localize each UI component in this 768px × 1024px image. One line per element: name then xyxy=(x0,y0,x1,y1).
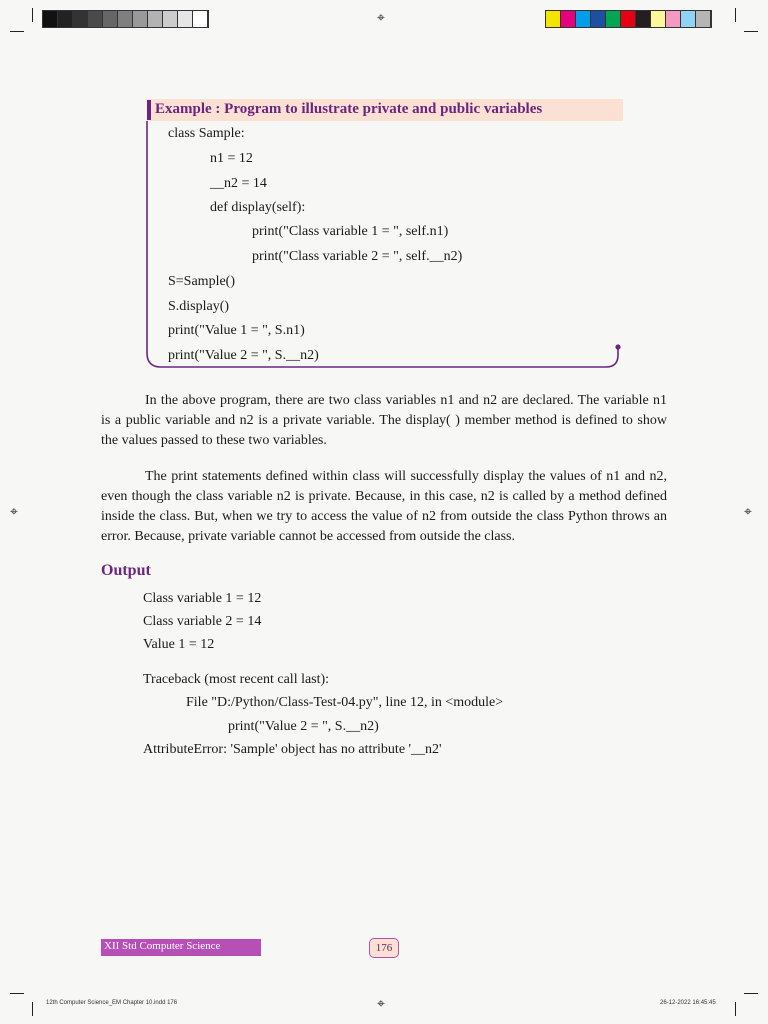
color-swatch xyxy=(561,11,576,27)
color-swatch xyxy=(58,11,73,27)
output-line: print("Value 2 = ", S.__n2) xyxy=(228,719,379,734)
color-swatch xyxy=(178,11,193,27)
grayscale-color-bar xyxy=(42,10,209,28)
code-line: class Sample: xyxy=(168,126,245,141)
color-swatch xyxy=(73,11,88,27)
code-line: print("Value 2 = ", S.__n2) xyxy=(168,348,319,363)
code-line: print("Value 1 = ", S.n1) xyxy=(168,323,305,338)
code-line: print("Class variable 2 = ", self.__n2) xyxy=(252,249,463,264)
footer-book-title: XII Std Computer Science xyxy=(104,940,221,952)
color-swatch xyxy=(651,11,666,27)
code-line: __n2 = 14 xyxy=(210,176,267,191)
crop-mark xyxy=(10,31,24,32)
registration-mark-icon: ⌖ xyxy=(377,10,385,26)
color-swatch xyxy=(666,11,681,27)
color-swatch xyxy=(696,11,711,27)
crop-mark xyxy=(744,993,758,994)
slug-datetime: 26-12-2022 16:45:45 xyxy=(660,1000,716,1006)
paragraph-text: The print statements defined within class will successfully display the values of n1 and n2, even though the class variable n2 is private. Because, in this case, n2 is called by a method defined inside the class. But, when we try to access the value of n2 from outside the class Python throws an error. Because, private variable cannot be accessed from outside the class. xyxy=(101,469,667,544)
crop-mark xyxy=(735,8,736,22)
output-line: File "D:/Python/Class-Test-04.py", line 12, in <module> xyxy=(186,695,504,710)
code-line: n1 = 12 xyxy=(210,151,253,166)
color-swatch xyxy=(193,11,208,27)
output-heading: Output xyxy=(101,562,151,579)
registration-mark-icon: ⌖ xyxy=(377,996,385,1012)
output-line: Class variable 2 = 14 xyxy=(143,614,262,629)
crop-mark xyxy=(32,8,33,22)
slug-filename: 12th Computer Science_EM Chapter 10.indd 176 xyxy=(46,1000,178,1006)
color-swatch xyxy=(591,11,606,27)
color-swatch xyxy=(546,11,561,27)
code-line: S.display() xyxy=(168,299,230,314)
output-line: Traceback (most recent call last): xyxy=(143,672,330,687)
color-swatch xyxy=(88,11,103,27)
output-line: AttributeError: 'Sample' object has no attribute '__n2' xyxy=(143,742,442,757)
color-swatch xyxy=(133,11,148,27)
crop-mark xyxy=(735,1002,736,1016)
color-swatch xyxy=(576,11,591,27)
registration-mark-icon: ⌖ xyxy=(744,504,752,520)
process-color-bar xyxy=(545,10,712,28)
color-swatch xyxy=(163,11,178,27)
body-paragraph xyxy=(101,467,667,547)
color-swatch xyxy=(636,11,651,27)
output-line: Class variable 1 = 12 xyxy=(143,591,262,606)
color-swatch xyxy=(103,11,118,27)
code-line: print("Class variable 1 = ", self.n1) xyxy=(252,224,449,239)
page-number: 176 xyxy=(369,938,399,958)
color-swatch xyxy=(43,11,58,27)
crop-mark xyxy=(744,31,758,32)
color-swatch xyxy=(681,11,696,27)
crop-mark xyxy=(32,1002,33,1016)
example-title: Example : Program to illustrate private and public variables xyxy=(155,101,543,117)
color-swatch xyxy=(606,11,621,27)
color-swatch xyxy=(118,11,133,27)
code-line: S=Sample() xyxy=(168,274,235,289)
paragraph-text: In the above program, there are two class variables n1 and n2 are declared. The variable n1 is a public variable and n2 is a private variable. The display( ) member method is defined to show the values passed to these two variables. xyxy=(101,393,667,448)
color-swatch xyxy=(148,11,163,27)
crop-mark xyxy=(10,993,24,994)
code-line: def display(self): xyxy=(210,200,306,215)
registration-mark-icon: ⌖ xyxy=(10,504,18,520)
body-paragraph xyxy=(101,391,667,451)
color-swatch xyxy=(621,11,636,27)
output-line: Value 1 = 12 xyxy=(143,637,215,652)
